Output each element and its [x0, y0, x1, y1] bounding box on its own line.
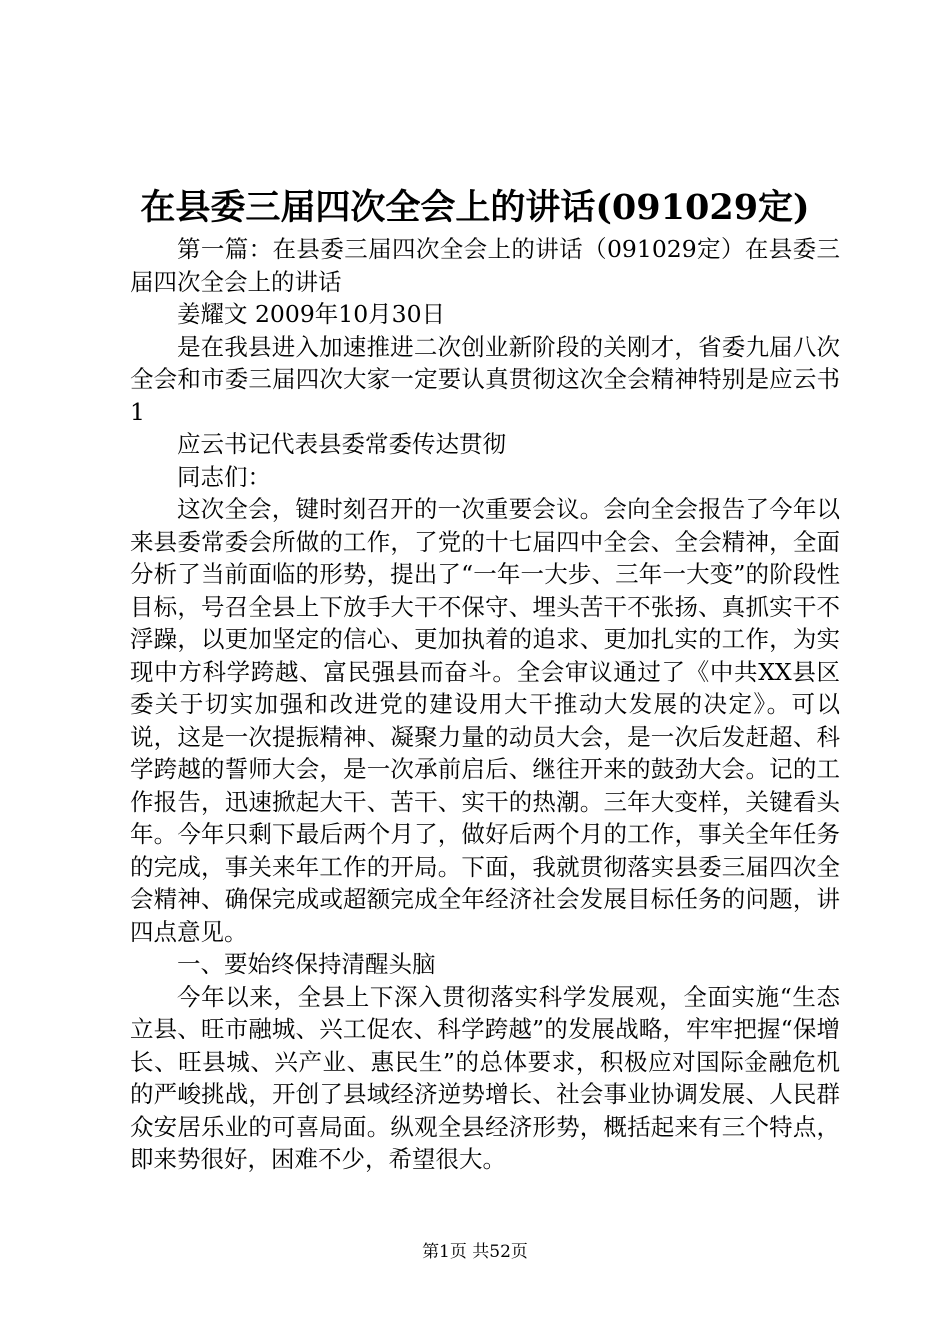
- paragraph-meeting-summary: 这次全会，键时刻召开的一次重要会议。会向全会报告了今年以来县委常委会所做的工作，了党的十七届四中全会、全会精神，全面分析了当前面临的形势，提出了“一年一大步、三年一大变”的阶段性目标，号召全县上下放手大干不保守、埋头苦干不张扬、真抓实干不浮躁，以更加坚定的信心、更加执着的追求、更加扎实的工作，为实现中方科学跨越、富民强县而奋斗。全会审议通过了《中共XX县区委关于切实加强和改进党的建设用大干推动大发展的决定》。可以说，这是一次提振精神、凝聚力量的动员大会，是一次后发赶超、科学跨越的誓师大会，是一次承前启后、继往开来的鼓劲大会。记的工作报告，迅速掀起大干、苦干、实干的热潮。三年大变样，关键看头年。今年只剩下最后两个月了，做好后两个月的工作，事关全年任务的完成，事关来年工作的开局。下面，我就贯彻落实县委三届四次全会精神、确保完成或超额完成全年经济社会发展目标任务的问题，讲四点意见。: [130, 495, 840, 946]
- document-title: 在县委三届四次全会上的讲话(091029定): [140, 187, 810, 228]
- section-heading-1: 一、要始终保持清醒头脑: [177, 950, 436, 978]
- paragraph-author-date: 姜耀文 2009年10月30日: [177, 300, 446, 328]
- paragraph-relay: 应云书记代表县委常委传达贯彻: [177, 430, 506, 458]
- paragraph-opening: 是在我县进入加速推进二次创业新阶段的关刚才，省委九届八次全会和市委三届四次大家一定要认真贯彻这次全会精神特别是应云书1: [130, 332, 840, 426]
- paragraph-intro: 第一篇：在县委三届四次全会上的讲话（091029定）在县委三届四次全会上的讲话: [130, 235, 840, 296]
- paragraph-situation: 今年以来，全县上下深入贯彻落实科学发展观，全面实施“生态立县、旺市融城、兴工促农、科学跨越”的发展战略，牢牢把握“保增长、旺县城、兴产业、惠民生”的总体要求，积极应对国际金融危机的严峻挑战，开创了县域经济逆势增长、社会事业协调发展、人民群众安居乐业的可喜局面。纵观全县经济形势，概括起来有三个特点，即来势很好，困难不少，希望很大。: [130, 982, 840, 1173]
- document-body: [130, 233, 840, 1176]
- paragraph-salutation: 同志们：: [177, 462, 271, 491]
- page-footer: 第1页 共52页: [422, 1242, 528, 1262]
